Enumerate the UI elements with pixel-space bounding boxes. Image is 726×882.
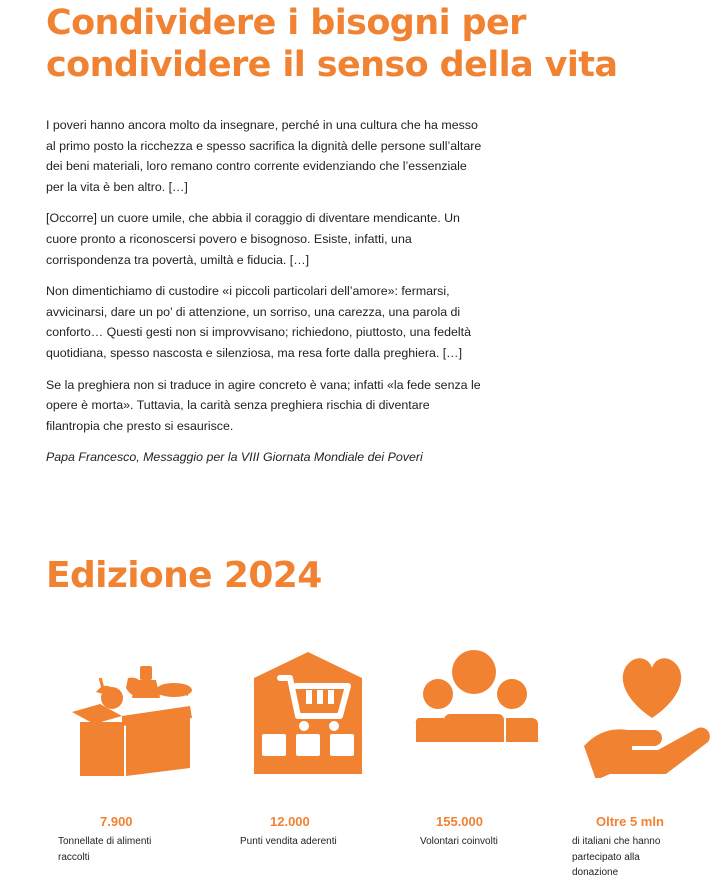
food-box-icon	[70, 648, 210, 778]
stat-value: 7.900	[100, 814, 133, 829]
store-cart-icon	[250, 648, 390, 778]
citation: Papa Francesco, Messaggio per la VIII Giornata Mondiale dei Poveri	[46, 450, 423, 465]
paragraph-3: Non dimentichiamo di custodire «i piccoli particolari dell’amore»: fermarsi, avvicinarsi, dare un po’ di attenzione, un sorriso, una carezza, una parola di conforto… Questi gesti non si improvvisano; richiedono, piuttosto, una fedeltà quotidiana, spesso nascosta e silenziosa, ma resa forte dalla preghiera. […]	[46, 284, 471, 360]
stat-value: Oltre 5 mln	[596, 814, 664, 829]
stat-label: Punti vendita aderenti	[240, 836, 337, 847]
stat-label: di italiani che hanno partecipato alla donazione	[572, 836, 661, 878]
stat-label: Volontari coinvolti	[420, 836, 498, 847]
edition-title: Edizione 2024	[46, 555, 322, 596]
hand-heart-icon	[582, 648, 722, 778]
stat-value: 155.000	[436, 814, 483, 829]
paragraph-1: I poveri hanno ancora molto da insegnare, perché in una cultura che ha messo al primo posto la ricchezza e spesso sacrifica la dignità delle persone sull’altare dei beni materiali, loro remano contro corrente evidenziando che l’essenziale per la vita è ben altro. […]	[46, 118, 482, 194]
paragraph-2: [Occorre] un cuore umile, che abbia il coraggio di diventare mendicante. Un cuore pronto a riconoscersi povero e bisognoso. Esiste, infatti, una corrispondenza tra povertà, umiltà e fiducia. […]	[46, 211, 460, 267]
page-title: Condividere i bisogni per condividere il senso della vita	[46, 3, 618, 85]
stat-value: 12.000	[270, 814, 310, 829]
paragraph-4: Se la preghiera non si traduce in agire concreto è vana; infatti «la fede senza le opere è morta». Tuttavia, la carità senza preghiera rischia di diventare filantropia che presto si esaurisce.	[46, 377, 481, 433]
quote-text	[46, 115, 486, 479]
volunteers-icon	[414, 648, 554, 778]
stat-label: Tonnellate di alimenti raccolti	[58, 836, 152, 863]
